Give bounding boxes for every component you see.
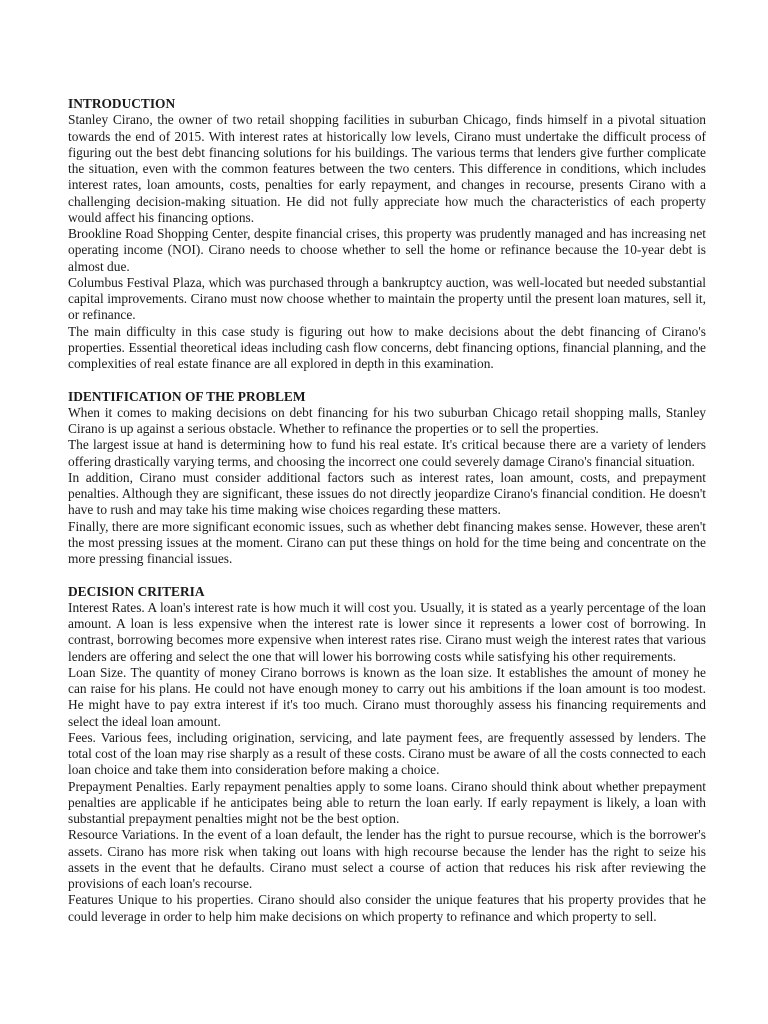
paragraph: The largest issue at hand is determining how to fund his real estate. It's critical because there are a variety of lenders offering drastically varying terms, and choosing the incorrect one could severely damage Cirano's financial situation.: [68, 437, 706, 469]
paragraph: Finally, there are more significant economic issues, such as whether debt financing makes sense. However, these aren't the most pressing issues at the moment. Cirano can put these things on hold for the time being and concentrate on the more pressing financial issues.: [68, 518, 706, 566]
paragraph: Fees. Various fees, including origination, servicing, and late payment fees, are frequently assessed by lenders. The total cost of the loan may rise sharply as a result of these costs. Cirano must be aware of all the costs connected to each loan choice and take them into consideration before making a choice.: [68, 729, 706, 778]
document-page: [68, 96, 706, 925]
paragraph: Loan Size. The quantity of money Cirano borrows is known as the loan size. It establishes the amount of money he can raise for his plans. He could not have enough money to carry out his ambitions if the loan amount is too modest. He might have to pay extra interest if it's too much. Cirano must thoroughly assess his financing requirements and select the ideal loan amount.: [68, 664, 706, 729]
paragraph: The main difficulty in this case study is figuring out how to make decisions about the debt financing of Cirano's properties. Essential theoretical ideas including cash flow concerns, debt financing options, financial planning, and the complexities of real estate finance are all explored in depth in this examination.: [68, 323, 706, 371]
paragraph: When it comes to making decisions on debt financing for his two suburban Chicago retail shopping malls, Stanley Cirano is up against a serious obstacle. Whether to refinance the properties or to sell the properties.: [68, 404, 706, 436]
section-introduction: [68, 96, 706, 372]
section-heading: IDENTIFICATION OF THE PROBLEM: [68, 388, 306, 404]
paragraph: Stanley Cirano, the owner of two retail shopping facilities in suburban Chicago, finds himself in a pivotal situation towards the end of 2015. With interest rates at historically low levels, Cirano must undertake the difficult process of figuring out the best debt financing solutions for his buildings. The various terms that lenders give further complicate the situation, even with the common features between the two centers. This difference in conditions, which includes interest rates, loan amounts, costs, penalties for early repayment, and changes in recourse, presents Cirano with a challenging decision-making situation. He did not fully appreciate how much the characteristics of each property would affect his financing options.: [68, 112, 706, 225]
paragraph: Prepayment Penalties. Early repayment penalties apply to some loans. Cirano should think about whether prepayment penalties are applicable if he anticipates being able to return the loan early. If early repayment is likely, a loan with substantial prepayment penalties might not be the best option.: [68, 778, 706, 826]
paragraph: In addition, Cirano must consider additional factors such as interest rates, loan amount, costs, and prepayment penalties. Although they are significant, these issues do not directly jeopardize Cirano's financial condition. He doesn't have to rush and may take his time making wise choices regarding these matters.: [68, 469, 706, 518]
section-heading: DECISION CRITERIA: [68, 583, 205, 599]
paragraph: Brookline Road Shopping Center, despite financial crises, this property was prudently managed and has increasing net operating income (NOI). Cirano needs to choose whether to sell the home or refinance because the 10-year debt is almost due.: [68, 226, 706, 274]
section-decision-criteria: [68, 584, 706, 925]
paragraph: Features Unique to his properties. Cirano should also consider the unique features that his property provides that he could leverage in order to help him make decisions on which property to refinance and which property to sell.: [68, 892, 706, 924]
section-identification-of-the-problem: [68, 389, 706, 568]
paragraph: Interest Rates. A loan's interest rate is how much it will cost you. Usually, it is stated as a yearly percentage of the loan amount. A loan is less expensive when the interest rate is lower since it represents a lower cost of borrowing. In contrast, borrowing becomes more expensive when interest rates rise. Cirano must weigh the interest rates that various lenders are offering and select the one that will lower his borrowing costs while satisfying his other requirements.: [68, 599, 706, 664]
paragraph: Columbus Festival Plaza, which was purchased through a bankruptcy auction, was well-located but needed substantial capital improvements. Cirano must now choose whether to maintain the property until the present loan matures, sell it, or refinance.: [68, 274, 706, 323]
section-heading: INTRODUCTION: [68, 96, 176, 111]
paragraph: Resource Variations. In the event of a loan default, the lender has the right to pursue recourse, which is the borrower's assets. Cirano has more risk when taking out loans with high recourse because the lender has the right to seize his assets in the event that he defaults. Cirano must select a course of action that reduces his risk after reviewing the provisions of each loan's recourse.: [68, 827, 706, 891]
